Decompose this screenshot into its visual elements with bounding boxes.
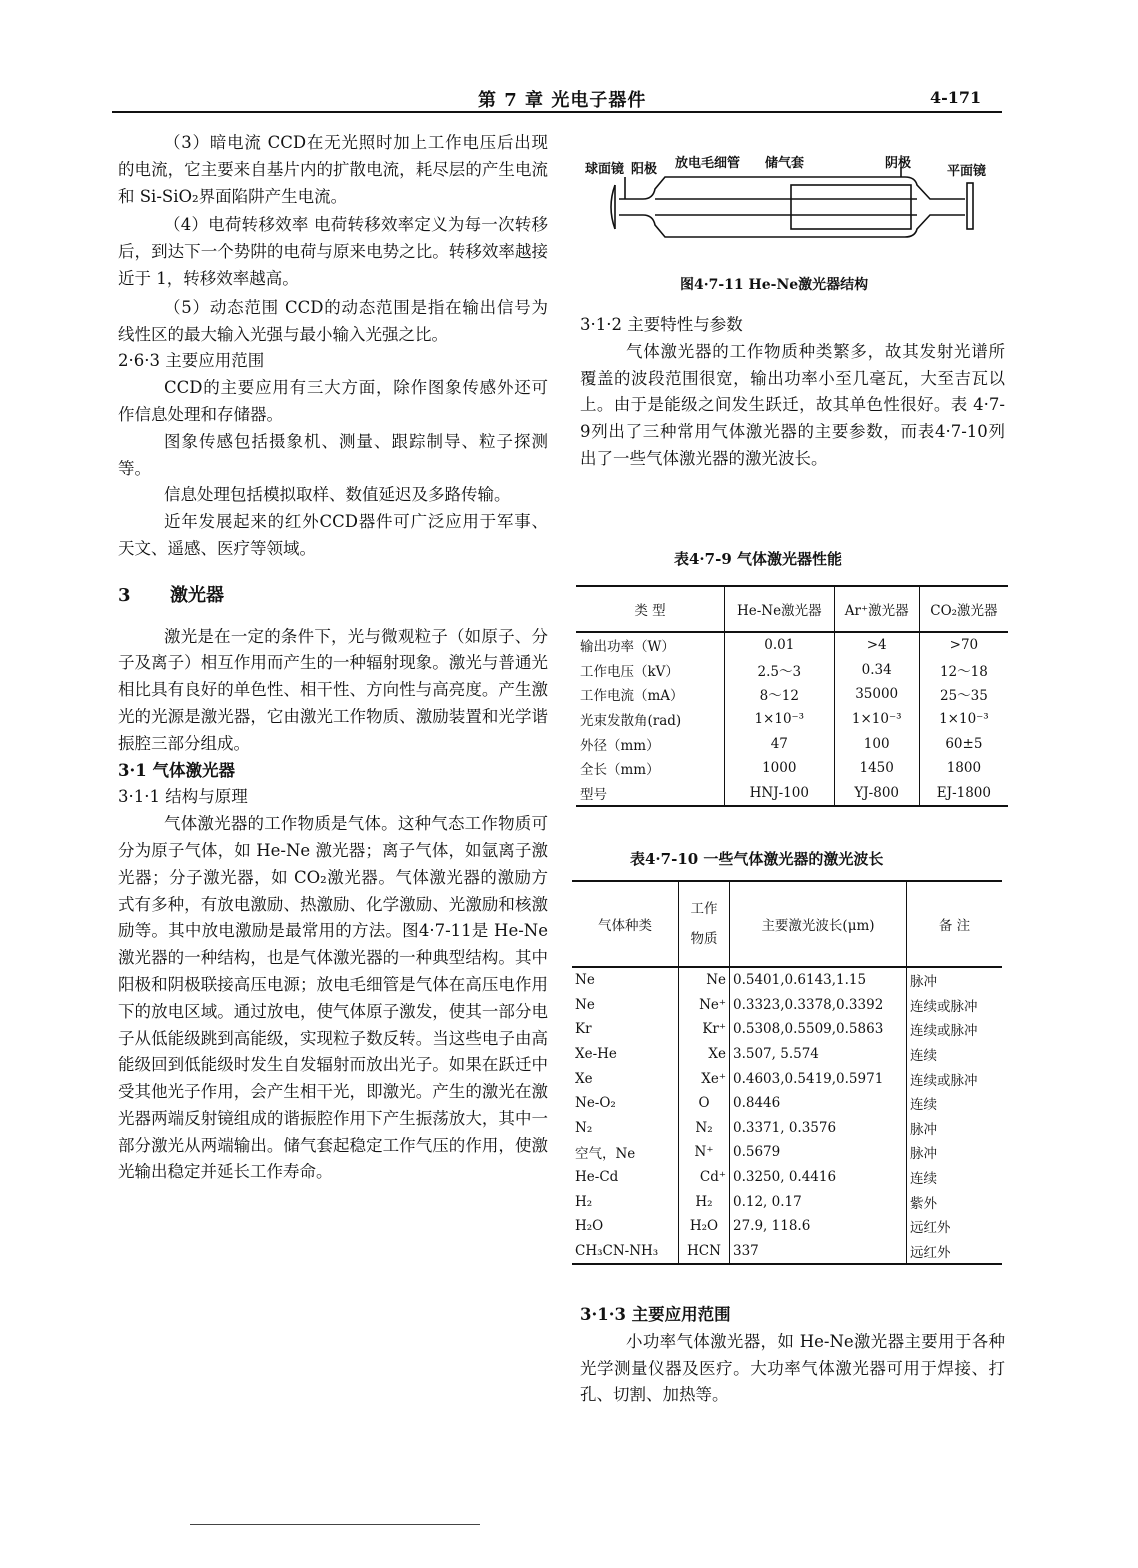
table-cell: 35000 [834, 682, 919, 707]
table-cell: 8～12 [725, 682, 835, 707]
table-cell: 外径（mm） [580, 737, 660, 754]
table-cell: 1000 [725, 756, 835, 781]
table-cell: 12～18 [919, 658, 1008, 683]
table-row [576, 781, 1008, 807]
table-cell: 25～35 [919, 682, 1008, 707]
table-cell: 0.5401,0.6143,1.15 [730, 967, 907, 993]
table-cell: 连续或脉冲 [907, 1017, 1003, 1042]
table-gas-laser-wavelengths [572, 880, 1002, 1265]
table-cell: 连续 [907, 1091, 1003, 1116]
table-row [572, 1091, 1002, 1116]
table-cell: 0.3250, 0.4416 [730, 1165, 907, 1190]
table10-header: 工作 物质 [679, 881, 730, 967]
figure-caption: 图4·7-11 He-Ne激光器结构 [680, 277, 869, 293]
table10-header: 气体种类 [572, 881, 679, 967]
table-cell: 47 [725, 731, 835, 756]
table-cell: 远红外 [907, 1239, 1003, 1265]
label-gas-jacket: 储气套 [765, 156, 805, 171]
table-cell: 1450 [834, 756, 919, 781]
table-cell: 337 [730, 1239, 907, 1265]
table-cell: Xe [679, 1042, 730, 1067]
footer-rule [190, 1524, 480, 1525]
table-cell: 60±5 [919, 731, 1008, 756]
table-row [576, 731, 1008, 756]
table-cell: 0.4603,0.5419,0.5971 [730, 1066, 907, 1091]
table-row [572, 1239, 1002, 1265]
table-cell: 连续或脉冲 [907, 1066, 1003, 1091]
table-cell: Cd⁺ [679, 1165, 730, 1190]
table-cell: Ne [575, 972, 595, 989]
table-cell: 连续 [907, 1165, 1003, 1190]
paragraph-characteristics: 气体激光器的工作物质种类繁多，故其发射光谱所覆盖的波段范围很宽，输出功率小至几毫瓦，大至吉瓦以上。由于是能级之间发生跃迁，故其单色性很好。表 4·7-9列出了三种常用气体激光器的主要参数，而表4·7-10列出了一些气体激光器的激光波长。 [580, 341, 1005, 468]
table-cell: 0.5679 [730, 1140, 907, 1165]
table-cell: >70 [919, 632, 1008, 658]
table-row [576, 632, 1008, 658]
table-cell: 型号 [576, 781, 725, 807]
chapter-title: 第 7 章 光电子器件 [478, 90, 647, 111]
table-cell: 1×10⁻³ [919, 707, 1008, 732]
right-column [580, 312, 1005, 473]
table-cell: 0.3323,0.3378,0.3392 [730, 993, 907, 1018]
paragraph-ccd-applications: CCD的主要应用有三大方面，除作图象传感外还可作信息处理和存储器。 [118, 378, 548, 424]
table-row [572, 1189, 1002, 1214]
table-cell: 脉冲 [907, 967, 1003, 993]
table-cell: Ne [679, 967, 730, 993]
table-cell: He-Cd [575, 1169, 619, 1186]
label-capillary: 放电毛细管 [675, 156, 741, 171]
table-row [572, 1165, 1002, 1190]
paragraph-gas-laser-structure: 气体激光器的工作物质是气体。这种气态工作物质可分为原子气体，如 He-Ne 激光器；离子气体，如氩离子激光器；分子激光器，如 CO₂激光器。气体激光器的激励方式有多种，有放电激励、热激励、化学激励、光激励和核激励等。其中放电激励是最常用的方法。图4·7-11是 He-Ne激光器的一种结构，也是气体激光器的一种典型结构。其中阳极和阴极联接高压电源；放电毛细管是气体在高压电作用下的放电区域。通过放电，使气体原子激发，使其一部分电子从低能级跳到高能级，实现粒子数反转。当这些电子由高能级回到低能级时发生自发辐射而放出光子。如果在跃迁中受其他光子作用，会产生相干光，即激光。产生的激光在激光器两端反射镜组成的谐振腔作用下产生振荡放大，其中一部分激光从两端输出。储气套起稳定工作气压的作用，使激光输出稳定并延长工作寿命。 [118, 814, 548, 1182]
table-cell: EJ-1800 [919, 781, 1008, 807]
table-gas-laser-performance [576, 585, 1008, 807]
table-cell: H₂O [679, 1214, 730, 1239]
table-row [572, 1116, 1002, 1141]
label-flat-mirror: 平面镜 [947, 164, 987, 179]
table9-caption: 表4·7-9 气体激光器性能 [674, 550, 842, 568]
table-cell: H₂ [679, 1189, 730, 1214]
table-cell: H₂O [575, 1218, 604, 1235]
table-cell: 3.507, 5.574 [730, 1042, 907, 1067]
paragraph-applications: 小功率气体激光器，如 He-Ne激光器主要用于各种光学测量仪器及医疗。大功率气体激光器可用于焊接、打孔、切割、加热等。 [580, 1331, 1005, 1405]
table-row [576, 682, 1008, 707]
table-cell: O [679, 1091, 730, 1116]
heading-3-1-1: 3·1·1 结构与原理 [118, 787, 248, 807]
table-cell: 0.5308,0.5509,0.5863 [730, 1017, 907, 1042]
paragraph-infrared-ccd: 近年发展起来的红外CCD器件可广泛应用于军事、天文、遥感、医疗等领域。 [118, 512, 548, 558]
table-cell: 0.01 [725, 632, 835, 658]
table-row [572, 1140, 1002, 1165]
table-cell: 全长（mm） [580, 762, 660, 779]
table-row [576, 707, 1008, 732]
right-column-bottom [580, 1302, 1005, 1409]
table-cell: 工作电压（kV） [580, 663, 679, 680]
section-3-title [118, 583, 548, 610]
table9-header: He-Ne激光器 [725, 586, 835, 632]
table-cell: N⁺ [679, 1140, 730, 1165]
table-cell: 紫外 [907, 1189, 1003, 1214]
table9-header: CO₂激光器 [919, 586, 1008, 632]
table-cell: 输出功率（W） [580, 639, 675, 656]
table-row [572, 967, 1002, 993]
table-cell: 空气，Ne [575, 1146, 636, 1163]
table-cell: Ne [575, 996, 595, 1013]
paragraph-laser-intro: 激光是在一定的条件下，光与微观粒子（如原子、分子及离子）相互作用而产生的一种辐射现象。激光与普通光相比具有良好的单色性、相干性、方向性与高亮度。产生激光的光源是激光器，它由激光工作物质、激励装置和光学谐振腔三部分组成。 [118, 626, 548, 753]
table10-caption: 表4·7-10 一些气体激光器的激光波长 [630, 850, 884, 868]
flat-mirror-shape [967, 183, 973, 229]
table-cell: Kr⁺ [679, 1017, 730, 1042]
label-cathode: 阴极 [885, 156, 912, 171]
table-cell: N₂ [575, 1119, 593, 1136]
table-cell: 1×10⁻³ [834, 707, 919, 732]
table10-header: 主要激光波长(μm) [730, 881, 907, 967]
table-cell: 远红外 [907, 1214, 1003, 1239]
table-cell: 0.34 [834, 658, 919, 683]
table-cell: 连续 [907, 1042, 1003, 1067]
table-row [572, 1066, 1002, 1091]
table-cell: 27.9, 118.6 [730, 1214, 907, 1239]
table-cell: Kr [575, 1021, 592, 1038]
table-row [576, 756, 1008, 781]
table-cell: 1×10⁻³ [725, 707, 835, 732]
table-cell: Ne⁺ [679, 993, 730, 1018]
table-cell: Ne-O₂ [575, 1095, 616, 1112]
paragraph-dark-current: （3）暗电流 CCD在无光照时加上工作电压后出现的电流，它主要来自基片内的扩散电流，耗尽层的产生电流和 Si-SiO₂界面陷阱产生电流。 [118, 133, 548, 206]
paragraph-transfer-efficiency: （4）电荷转移效率 电荷转移效率定义为每一次转移后，到达下一个势阱的电荷与原来电势之比。转移效率越接近于 1，转移效率越高。 [118, 215, 548, 288]
table-cell: >4 [834, 632, 919, 658]
table-row [572, 1214, 1002, 1239]
table-cell: HCN [679, 1239, 730, 1265]
left-column [118, 130, 548, 1186]
table-cell: 2.5～3 [725, 658, 835, 683]
heading-3-1: 3·1 气体激光器 [118, 760, 235, 780]
label-spherical-mirror: 球面镜 [585, 162, 625, 177]
paragraph-dynamic-range: （5）动态范围 CCD的动态范围是指在输出信号为线性区的最大输入光强与最小输入光强之比。 [118, 297, 548, 344]
table-row [576, 658, 1008, 683]
table-cell: Xe [575, 1070, 593, 1087]
page-number: 4-171 [930, 88, 982, 107]
table-row [572, 1017, 1002, 1042]
table-cell: 0.8446 [730, 1091, 907, 1116]
heading-3-1-2: 3·1·2 主要特性与参数 [580, 315, 743, 334]
table-row [572, 993, 1002, 1018]
heading-2-6-3: 2·6·3 主要应用范围 [118, 351, 265, 371]
table9-header: 类 型 [576, 586, 725, 632]
table-cell: 工作电流（mA） [580, 688, 684, 705]
table-cell: 1800 [919, 756, 1008, 781]
table-cell: Xe-He [575, 1046, 617, 1063]
header-rule [112, 111, 1002, 113]
label-anode: 阳极 [631, 162, 658, 177]
he-ne-laser-diagram [585, 155, 1000, 245]
paragraph-image-sensing: 图象传感包括摄象机、测量、跟踪制导、粒子探测等。 [118, 431, 548, 478]
table-cell: Xe⁺ [679, 1066, 730, 1091]
table-cell: H₂ [575, 1193, 593, 1210]
table-cell: 光束发散角(rad) [580, 713, 682, 730]
table-cell: 0.3371, 0.3576 [730, 1116, 907, 1141]
table-row [572, 1042, 1002, 1067]
table-cell: YJ-800 [834, 781, 919, 807]
paragraph-info-processing: 信息处理包括模拟取样、数值延迟及多路传输。 [164, 485, 511, 505]
table-cell: 0.12, 0.17 [730, 1189, 907, 1214]
table-cell: 脉冲 [907, 1116, 1003, 1141]
table-cell: N₂ [679, 1116, 730, 1141]
table10-header: 备 注 [907, 881, 1003, 967]
section-title-text: 激光器 [170, 584, 224, 606]
table9-header: Ar⁺激光器 [834, 586, 919, 632]
table-cell: 连续或脉冲 [907, 993, 1003, 1018]
table-cell: CH₃CN-NH₃ [572, 1239, 679, 1265]
table-cell: HNJ-100 [725, 781, 835, 807]
section-number: 3 [118, 584, 131, 606]
table-cell: 脉冲 [907, 1140, 1003, 1165]
heading-3-1-3: 3·1·3 主要应用范围 [580, 1305, 731, 1324]
table-cell: 100 [834, 731, 919, 756]
